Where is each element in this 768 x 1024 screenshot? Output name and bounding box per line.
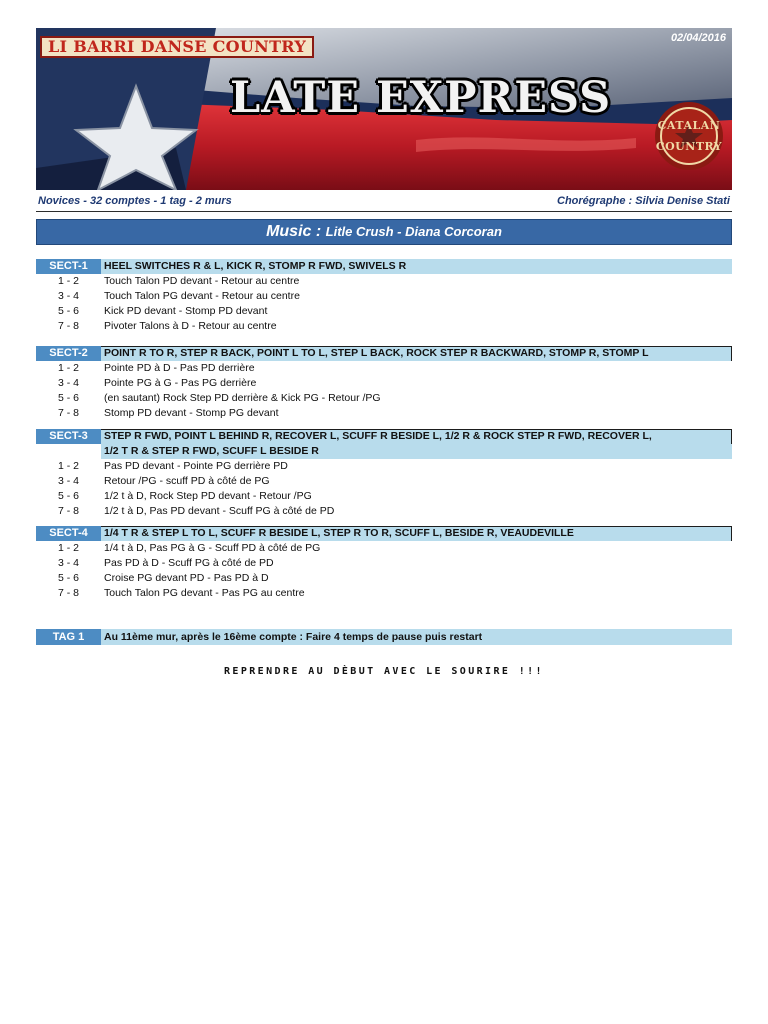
level-info: Novices - 32 comptes - 1 tag - 2 murs	[38, 195, 232, 207]
tag-label: TAG 1	[36, 629, 101, 645]
step-count: 3 - 4	[57, 290, 79, 302]
step-count: 3 - 4	[57, 475, 79, 487]
step-row	[36, 571, 732, 586]
step-row	[36, 504, 732, 519]
step-description: Touch Talon PD devant - Retour au centre	[104, 275, 300, 287]
step-description: Croise PG devant PD - Pas PD à D	[104, 572, 269, 584]
header-banner	[36, 28, 732, 190]
step-row	[36, 459, 732, 474]
step-count: 3 - 4	[57, 557, 79, 569]
step-row	[36, 406, 732, 421]
club-name: LI BARRI DANSE COUNTRY	[40, 36, 314, 58]
section-3	[36, 429, 732, 519]
step-count: 1 - 2	[57, 542, 79, 554]
section-1	[36, 259, 732, 334]
section-header	[36, 346, 732, 361]
section-header	[36, 526, 732, 541]
section-header	[36, 259, 732, 274]
section-label: SECT-1	[36, 259, 101, 274]
step-row	[36, 391, 732, 406]
section-label: SECT-2	[36, 346, 101, 361]
step-description: Retour /PG - scuff PD à côté de PG	[104, 475, 270, 487]
catalan-country-logo	[652, 108, 726, 164]
step-description: 1/4 t à D, Pas PG à G - Scuff PD à côté de PG	[104, 542, 321, 554]
tag-description: Au 11ème mur, après le 16ème compte : Faire 4 temps de pause puis restart	[101, 629, 732, 645]
tag-row	[36, 629, 732, 645]
music-bar	[36, 219, 732, 245]
logo-text-top: CATALAN	[657, 119, 721, 132]
step-row	[36, 304, 732, 319]
step-description: Kick PD devant - Stomp PD devant	[104, 305, 268, 317]
step-row	[36, 474, 732, 489]
section-title-continued: 1/2 T R & STEP R FWD, SCUFF L BESIDE R	[101, 444, 732, 459]
step-row	[36, 361, 732, 376]
step-row	[36, 376, 732, 391]
step-description: Pivoter Talons à D - Retour au centre	[104, 320, 277, 332]
step-row	[36, 541, 732, 556]
section-title: 1/4 T R & STEP L TO L, SCUFF R BESIDE L, STEP R TO R, SCUFF L, BESIDE R, VEAUDEVILLE	[101, 526, 732, 541]
step-description: Pointe PG à G - Pas PG derrière	[104, 377, 257, 389]
step-count: 5 - 6	[57, 305, 79, 317]
choreographer-info: Chorégraphe : Silvia Denise Stati	[557, 195, 730, 207]
step-row	[36, 586, 732, 601]
step-count: 7 - 8	[57, 505, 79, 517]
step-count: 7 - 8	[57, 587, 79, 599]
step-count: 1 - 2	[57, 275, 79, 287]
music-label: Music :	[266, 223, 322, 240]
step-description: Stomp PD devant - Stomp PG devant	[104, 407, 279, 419]
step-count: 1 - 2	[57, 460, 79, 472]
step-description: Touch Talon PG devant - Retour au centre	[104, 290, 300, 302]
step-description: 1/2 t à D, Rock Step PD devant - Retour /PG	[104, 490, 312, 502]
section-label: SECT-3	[36, 429, 101, 444]
step-count: 1 - 2	[57, 362, 79, 374]
step-count: 5 - 6	[57, 490, 79, 502]
step-description: 1/2 t à D, Pas PD devant - Scuff PG à côté de PD	[104, 505, 335, 517]
step-description: Pas PD devant - Pointe PG derrière PD	[104, 460, 288, 472]
step-count: 7 - 8	[57, 320, 79, 332]
step-count: 3 - 4	[57, 377, 79, 389]
logo-text-bottom: COUNTRY	[655, 140, 723, 153]
step-row	[36, 319, 732, 334]
step-row	[36, 556, 732, 571]
step-row	[36, 489, 732, 504]
divider	[36, 211, 732, 212]
step-count: 5 - 6	[57, 572, 79, 584]
document-date: 02/04/2016	[670, 32, 726, 44]
step-count: 5 - 6	[57, 392, 79, 404]
section-header	[36, 429, 732, 459]
step-row	[36, 274, 732, 289]
step-description: Pointe PD à D - Pas PD derrière	[104, 362, 255, 374]
step-row	[36, 289, 732, 304]
step-count: 7 - 8	[57, 407, 79, 419]
section-title: STEP R FWD, POINT L BEHIND R, RECOVER L, SCUFF R BESIDE L, 1/2 R & ROCK STEP R FWD, RECOVER L,	[101, 429, 732, 444]
step-description: Pas PD à D - Scuff PG à côté de PD	[104, 557, 274, 569]
step-description: (en sautant) Rock Step PD derrière & Kick PG - Retour /PG	[104, 392, 381, 404]
section-2	[36, 346, 732, 421]
music-track: Litle Crush - Diana Corcoran	[325, 224, 502, 239]
section-title: HEEL SWITCHES R & L, KICK R, STOMP R FWD, SWIVELS R	[101, 259, 732, 274]
section-title: POINT R TO R, STEP R BACK, POINT L TO L, STEP L BACK, ROCK STEP R BACKWARD, STOMP R, STOMP L	[101, 346, 732, 361]
section-label: SECT-4	[36, 526, 101, 541]
closing-note: REPRENDRE AU DÈBUT AVEC LE SOURIRE !!!	[224, 666, 544, 677]
section-4	[36, 526, 732, 601]
dance-title: LATE EXPRESS	[230, 73, 612, 123]
step-description: Touch Talon PG devant - Pas PG au centre	[104, 587, 305, 599]
